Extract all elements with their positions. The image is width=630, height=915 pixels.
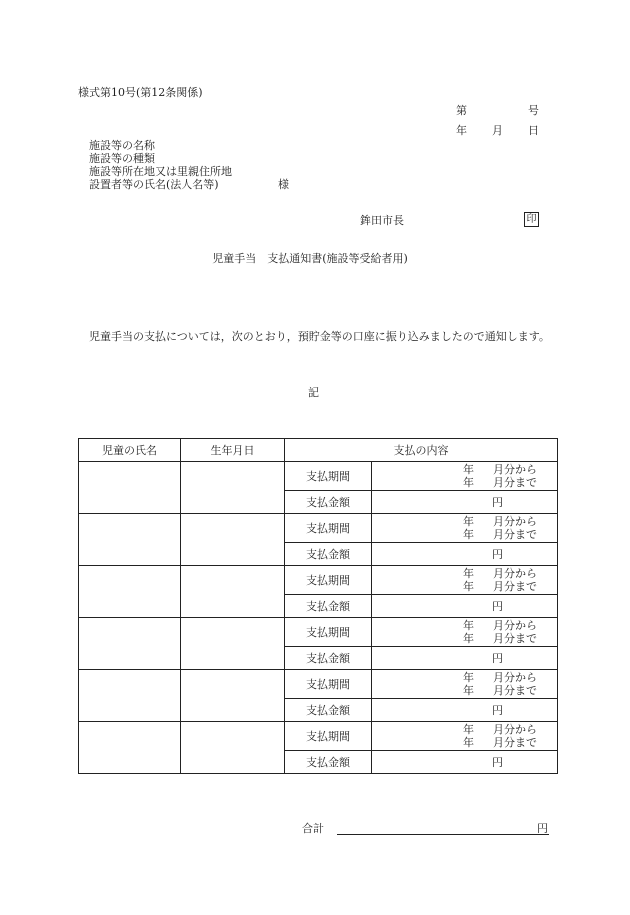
birth-date-cell[interactable] (181, 566, 285, 618)
payment-period-cell[interactable] (372, 670, 558, 699)
payment-amount-label: 支払金額 (285, 751, 372, 774)
period-to-month: 月分まで (493, 580, 537, 593)
payment-period-cell[interactable] (372, 722, 558, 751)
payment-amount-label: 支払金額 (285, 491, 372, 514)
payment-period-cell[interactable] (372, 514, 558, 543)
child-name-cell[interactable] (79, 722, 181, 774)
child-name-cell[interactable] (79, 462, 181, 514)
period-from-month: 月分から (493, 619, 537, 632)
child-name-cell[interactable] (79, 618, 181, 670)
document-number-prefix: 第 (456, 104, 467, 117)
payment-amount-yen: 円 (492, 547, 503, 561)
payment-amount-label: 支払金額 (285, 543, 372, 566)
period-to-month: 月分まで (493, 476, 537, 489)
payment-amount-cell[interactable] (372, 543, 558, 566)
birth-date-cell[interactable] (181, 722, 285, 774)
table-row (79, 618, 558, 647)
payment-amount-yen: 円 (492, 495, 503, 509)
child-name-cell[interactable] (79, 566, 181, 618)
period-from-year: 年 (463, 619, 474, 632)
payment-amount-cell[interactable] (372, 647, 558, 670)
birth-date-cell[interactable] (181, 514, 285, 566)
issuer-mayor: 鉾田市長 (360, 214, 404, 227)
birth-date-cell[interactable] (181, 618, 285, 670)
period-from-year: 年 (463, 463, 474, 476)
payment-period-cell[interactable] (372, 462, 558, 491)
ki-heading: 記 (308, 386, 319, 399)
child-name-cell[interactable] (79, 514, 181, 566)
body-text: 児童手当の支払については，次のとおり，預貯金等の口座に振り込みましたので通知します。 (89, 330, 550, 343)
table-row (79, 722, 558, 751)
table-row (79, 462, 558, 491)
payment-period-label: 支払期間 (285, 722, 372, 751)
header-child-name: 児童の氏名 (79, 439, 181, 462)
payment-period-cell[interactable] (372, 566, 558, 595)
period-from-year: 年 (463, 671, 474, 684)
payment-amount-label: 支払金額 (285, 699, 372, 722)
total-label: 合計 (302, 822, 324, 835)
period-from-year: 年 (463, 723, 474, 736)
period-to-month: 月分まで (493, 684, 537, 697)
period-from-year: 年 (463, 567, 474, 580)
period-from-year: 年 (463, 515, 474, 528)
table-row (79, 566, 558, 595)
date-year-label: 年 (456, 124, 467, 137)
payment-amount-cell[interactable] (372, 751, 558, 774)
document-number-suffix: 号 (528, 104, 539, 117)
period-from-month: 月分から (493, 723, 537, 736)
period-from-month: 月分から (493, 671, 537, 684)
period-from-month: 月分から (493, 463, 537, 476)
period-to-month: 月分まで (493, 528, 537, 541)
payment-period-cell[interactable] (372, 618, 558, 647)
payment-period-label: 支払期間 (285, 670, 372, 699)
payment-period-label: 支払期間 (285, 566, 372, 595)
table-header-row (79, 439, 558, 462)
table-row (79, 514, 558, 543)
payment-period-label: 支払期間 (285, 514, 372, 543)
period-from-month: 月分から (493, 515, 537, 528)
addressee-block (89, 139, 232, 191)
payment-amount-yen: 円 (492, 703, 503, 717)
period-from-month: 月分から (493, 567, 537, 580)
payment-amount-label: 支払金額 (285, 647, 372, 670)
payment-amount-yen: 円 (492, 599, 503, 613)
birth-date-cell[interactable] (181, 462, 285, 514)
payment-amount-cell[interactable] (372, 595, 558, 618)
child-name-cell[interactable] (79, 670, 181, 722)
facility-type-label: 施設等の種類 (89, 152, 155, 165)
period-to-year: 年 (463, 632, 474, 645)
total-yen-label: 円 (537, 822, 548, 835)
payment-amount-cell[interactable] (372, 699, 558, 722)
period-to-year: 年 (463, 736, 474, 749)
document-title: 児童手当 支払通知書(施設等受給者用) (212, 252, 408, 265)
period-to-year: 年 (463, 580, 474, 593)
header-birth-date: 生年月日 (181, 439, 285, 462)
facility-address-label: 施設等所在地又は里親住所地 (89, 165, 232, 178)
facility-name-label: 施設等の名称 (89, 139, 155, 152)
period-to-month: 月分まで (493, 632, 537, 645)
header-payment-content: 支払の内容 (285, 439, 558, 462)
period-to-year: 年 (463, 528, 474, 541)
birth-date-cell[interactable] (181, 670, 285, 722)
payment-period-label: 支払期間 (285, 462, 372, 491)
payment-table (78, 438, 558, 774)
table-row (79, 670, 558, 699)
payment-amount-label: 支払金額 (285, 595, 372, 618)
payment-amount-cell[interactable] (372, 491, 558, 514)
period-to-year: 年 (463, 476, 474, 489)
seal-mark: 印 (524, 212, 539, 227)
payment-period-label: 支払期間 (285, 618, 372, 647)
period-to-year: 年 (463, 684, 474, 697)
honorific: 様 (278, 178, 289, 191)
payment-amount-yen: 円 (492, 755, 503, 769)
form-number: 様式第10号(第12条関係) (78, 86, 203, 99)
period-to-month: 月分まで (493, 736, 537, 749)
payment-amount-yen: 円 (492, 651, 503, 665)
date-month-label: 月 (492, 124, 503, 137)
date-day-label: 日 (528, 124, 539, 137)
founder-name-label: 設置者等の氏名(法人名等) (89, 178, 219, 191)
total-amount-line[interactable] (337, 834, 549, 835)
